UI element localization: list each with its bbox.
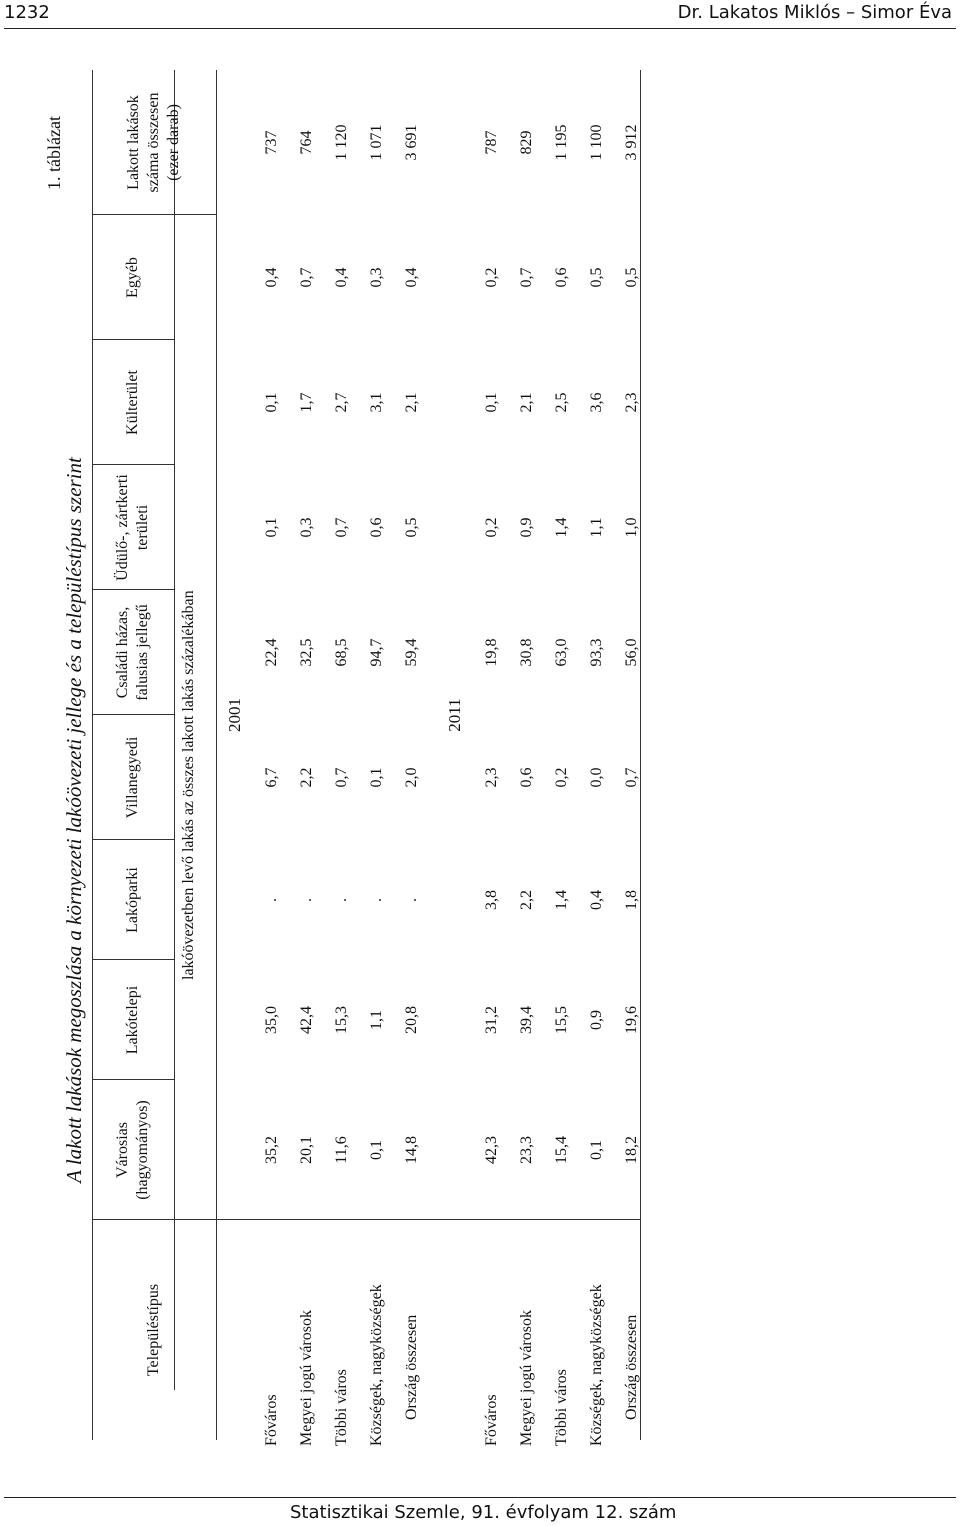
column-divider — [174, 214, 216, 215]
table-row — [547, 60, 577, 1450]
table-cell: 0,6 — [553, 267, 570, 288]
table-cell: 11,6 — [333, 1136, 350, 1164]
table-cell: 0,4 — [263, 267, 280, 288]
table-row — [477, 60, 507, 1450]
col-header: Egyéb — [124, 257, 141, 298]
table-cell: 0,6 — [368, 517, 385, 538]
page-header — [0, 0, 960, 30]
table-cell: 0,3 — [368, 267, 385, 288]
table-cell: 2,2 — [298, 767, 315, 788]
table-cell: 0,2 — [483, 267, 500, 288]
table-cell: 15,5 — [553, 1006, 570, 1034]
table-cell: 764 — [298, 130, 315, 155]
row-label: Megyei jogú városok — [518, 1310, 535, 1446]
table-cell: 0,7 — [298, 267, 315, 288]
table-cell: 19,6 — [623, 1006, 640, 1034]
table-cell: . — [263, 898, 280, 902]
table-cell: 0,6 — [518, 767, 535, 788]
column-divider — [92, 214, 174, 215]
table-cell: 1,1 — [588, 517, 605, 538]
table-cell: 0,7 — [333, 767, 350, 788]
table-label: 1. táblázat — [44, 116, 64, 190]
footer-text: Statisztikai Szemle, 91. évfolyam 12. szám — [290, 1502, 677, 1523]
table-cell: 14,8 — [403, 1136, 420, 1164]
column-divider — [92, 589, 174, 590]
column-divider — [92, 839, 174, 840]
table-cell: 737 — [263, 130, 280, 155]
table-cell: 20,8 — [403, 1006, 420, 1034]
table-cell: . — [403, 898, 420, 902]
table-cell: 23,3 — [518, 1136, 535, 1164]
table-cell: 56,0 — [623, 638, 640, 667]
table-cell: 0,5 — [403, 517, 420, 538]
table-cell: 0,0 — [588, 767, 605, 788]
running-title: Dr. Lakatos Miklós – Simor Éva — [677, 2, 952, 23]
header-rule — [4, 28, 956, 29]
table-cell: . — [333, 898, 350, 902]
table-cell: 1 100 — [588, 124, 605, 161]
col-header: Üdülő-, zártkerti területi — [114, 474, 151, 581]
table-cell: 3 912 — [623, 124, 640, 161]
col-header: Családi házas, falusias jellegű — [114, 604, 151, 701]
table-row — [327, 60, 357, 1450]
col-header: Lakótelepi — [124, 985, 141, 1055]
table-cell: 0,1 — [588, 1140, 605, 1160]
table-cell: 93,3 — [588, 638, 605, 667]
table-title: A lakott lakások megoszlása a környezeti lakóövezeti jellege és a településtípus szerint — [62, 457, 86, 1183]
table-cell: 19,8 — [483, 638, 500, 667]
footer-rule — [4, 1497, 956, 1498]
table-cell: 0,1 — [263, 517, 280, 538]
table-cell: 2,1 — [403, 392, 420, 413]
table-cell: 35,2 — [263, 1136, 280, 1164]
col-header: Külterület — [124, 370, 141, 435]
row-label: Többi város — [553, 1369, 570, 1446]
table-cell: 829 — [518, 130, 535, 155]
table-cell: 1,7 — [298, 392, 315, 413]
col-header: Villanegyedi — [124, 736, 141, 819]
page-number: 1232 — [4, 2, 50, 23]
table-cell: 1,4 — [553, 517, 570, 538]
table-row — [582, 60, 612, 1450]
table-cell: 1 071 — [368, 124, 385, 161]
table-cell: 42,4 — [298, 1006, 315, 1034]
year-label: 2011 — [445, 698, 464, 732]
table-cell: 0,1 — [368, 1140, 385, 1160]
table-cell: 0,4 — [333, 267, 350, 288]
table-row — [397, 60, 427, 1450]
table-cell: 0,2 — [553, 767, 570, 788]
table-cell: 1,1 — [368, 1010, 385, 1030]
table-cell: 0,7 — [518, 267, 535, 288]
table-row — [257, 60, 287, 1450]
table-row — [292, 60, 322, 1450]
table-cell: 2,0 — [403, 767, 420, 788]
column-divider — [92, 959, 174, 960]
table-cell: 3,1 — [368, 392, 385, 413]
column-divider — [92, 464, 174, 465]
subheader: lakóövezetben levő lakás az összes lakott lakás százalékában — [180, 590, 197, 980]
table-cell: 1 120 — [333, 124, 350, 161]
table-cell: 0,4 — [588, 890, 605, 910]
table-row — [362, 60, 392, 1450]
table-cell: 0,5 — [623, 267, 640, 288]
table-cell: 20,1 — [298, 1136, 315, 1164]
row-label: Főváros — [263, 1394, 280, 1446]
table-cell: 3,6 — [588, 392, 605, 413]
table-cell: 3 691 — [403, 124, 420, 161]
table-cell: 32,5 — [298, 638, 315, 667]
column-divider — [92, 339, 174, 340]
row-label: Ország összesen — [623, 1314, 640, 1420]
table-cell: 0,5 — [588, 267, 605, 288]
subheader-rule — [216, 70, 217, 1440]
table-cell: 0,1 — [483, 392, 500, 413]
table-cell: 39,4 — [518, 1006, 535, 1034]
table-cell: 2,3 — [483, 767, 500, 788]
table-cell: 0,4 — [403, 267, 420, 288]
table-cell: 94,7 — [368, 638, 385, 667]
table-cell: 1 195 — [553, 124, 570, 161]
table-cell: 3,8 — [483, 890, 500, 910]
table-cell: 2,1 — [518, 392, 535, 413]
table-cell: 0,7 — [623, 767, 640, 788]
column-divider — [92, 1079, 174, 1080]
table-cell: 68,5 — [333, 638, 350, 667]
table-cell: 15,3 — [333, 1006, 350, 1034]
table-row — [512, 60, 542, 1450]
rotated-table — [40, 60, 660, 1450]
col-header: Lakóparki — [124, 867, 141, 933]
table-cell: 0,1 — [263, 392, 280, 413]
column-divider — [92, 714, 174, 715]
table-cell: 0,3 — [298, 517, 315, 538]
table-cell: 1,8 — [623, 890, 640, 910]
table-cell: 787 — [483, 130, 500, 155]
table-cell: 0,2 — [483, 517, 500, 538]
table-cell: 22,4 — [263, 638, 280, 667]
col-header-settlement-type: Településtípus — [145, 1283, 162, 1377]
table-cell: . — [368, 898, 385, 902]
table-cell: 1,0 — [623, 517, 640, 538]
year-label: 2001 — [225, 698, 244, 732]
table-cell: 42,3 — [483, 1136, 500, 1164]
row-label: Megyei jogú városok — [298, 1310, 315, 1446]
table-cell: 0,9 — [518, 517, 535, 538]
row-label: Községek, nagyközségek — [368, 1284, 385, 1446]
table-cell: 2,7 — [333, 392, 350, 413]
table-cell: . — [298, 898, 315, 902]
row-label: Ország összesen — [403, 1314, 420, 1420]
table-cell: 63,0 — [553, 638, 570, 667]
col-header: Városias (hagyományos) — [114, 1100, 151, 1200]
table-cell: 0,1 — [368, 767, 385, 788]
table-cell: 2,5 — [553, 392, 570, 413]
table-cell: 2,3 — [623, 392, 640, 413]
row-label: Községek, nagyközségek — [588, 1284, 605, 1446]
table-cell: 15,4 — [553, 1136, 570, 1164]
table-cell: 6,7 — [263, 767, 280, 788]
col-header: Lakott lakások száma összesen (ezer darab) — [125, 92, 182, 193]
table-cell: 31,2 — [483, 1006, 500, 1034]
row-label: Főváros — [483, 1394, 500, 1446]
table-cell: 35,0 — [263, 1006, 280, 1034]
table-cell: 1,4 — [553, 890, 570, 910]
table-row — [617, 60, 647, 1450]
table-cell: 2,2 — [518, 890, 535, 910]
header-bottom-rule — [174, 70, 175, 1390]
table-cell: 59,4 — [403, 638, 420, 667]
table-cell: 18,2 — [623, 1136, 640, 1164]
table-cell: 30,8 — [518, 638, 535, 667]
row-label: Többi város — [333, 1369, 350, 1446]
table-cell: 0,7 — [333, 517, 350, 538]
table-cell: 0,9 — [588, 1010, 605, 1030]
